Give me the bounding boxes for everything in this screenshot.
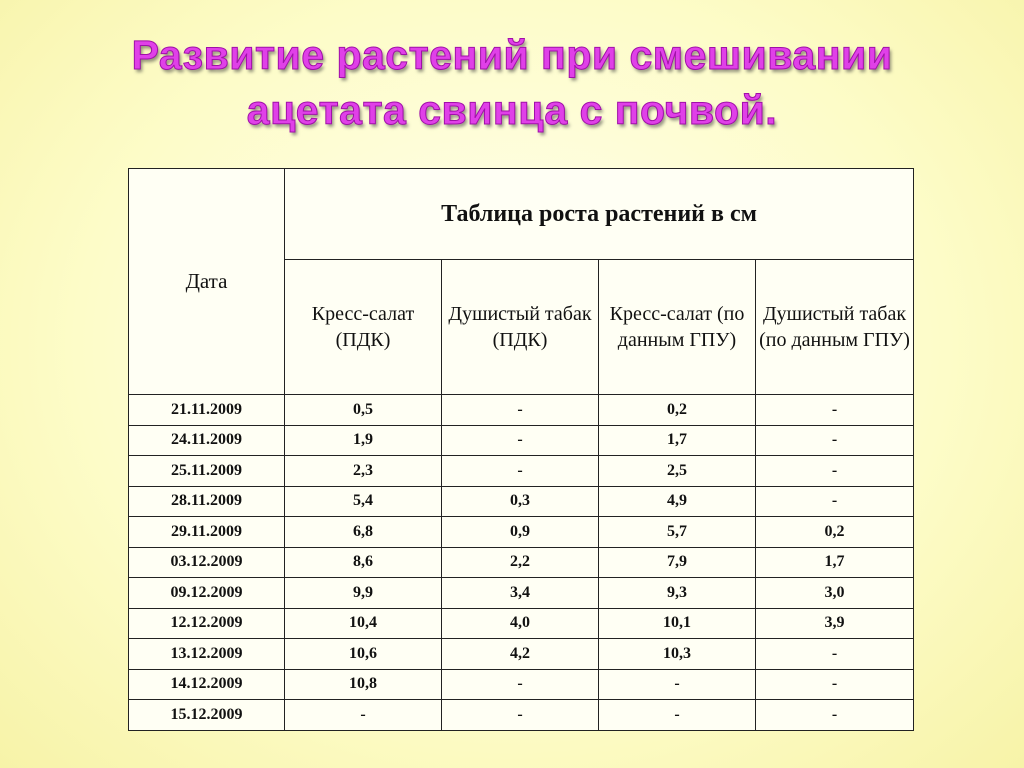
cress-pdk-cell: 6,8 [285,517,442,548]
cress-pdk-cell: - [285,700,442,731]
date-cell: 24.11.2009 [129,425,285,456]
cress-gpu-cell: 4,9 [599,486,756,517]
cress-pdk-cell: 5,4 [285,486,442,517]
date-cell: 21.11.2009 [129,395,285,426]
date-cell: 29.11.2009 [129,517,285,548]
slide-title-line-2: ацетата свинца с почвой. [246,87,778,133]
table-row [129,517,914,548]
cress-pdk-cell: 8,6 [285,547,442,578]
table-row [129,669,914,700]
tobacco-gpu-cell: 1,7 [756,547,914,578]
date-cell: 03.12.2009 [129,547,285,578]
cress-gpu-cell: 7,9 [599,547,756,578]
date-cell: 25.11.2009 [129,456,285,487]
tobacco-pdk-cell: 3,4 [442,578,599,609]
tobacco-pdk-cell: - [442,669,599,700]
table-row [129,425,914,456]
cress-gpu-cell: 1,7 [599,425,756,456]
tobacco-gpu-cell: - [756,669,914,700]
tobacco-gpu-cell: - [756,456,914,487]
cress-gpu-cell: 2,5 [599,456,756,487]
table-row [129,578,914,609]
cress-gpu-cell: 0,2 [599,395,756,426]
table-row [129,547,914,578]
date-cell: 09.12.2009 [129,578,285,609]
tobacco-gpu-cell: 0,2 [756,517,914,548]
cress-pdk-cell: 9,9 [285,578,442,609]
column-header-tobacco-pdk: Душистый табак (ПДК) [442,260,599,395]
table-row [129,700,914,731]
tobacco-pdk-cell: - [442,700,599,731]
tobacco-pdk-cell: - [442,425,599,456]
date-cell: 15.12.2009 [129,700,285,731]
tobacco-pdk-cell: 0,9 [442,517,599,548]
slide-title-line-1: Развитие растений при смешивании [131,32,893,78]
cress-pdk-cell: 10,4 [285,608,442,639]
date-cell: 13.12.2009 [129,639,285,670]
tobacco-pdk-cell: 2,2 [442,547,599,578]
table-row [129,608,914,639]
tobacco-gpu-cell: - [756,425,914,456]
table-caption-header: Таблица роста растений в см [285,169,914,260]
cress-pdk-cell: 1,9 [285,425,442,456]
cress-pdk-cell: 10,8 [285,669,442,700]
cress-gpu-cell: - [599,700,756,731]
cress-gpu-cell: 5,7 [599,517,756,548]
cress-pdk-cell: 0,5 [285,395,442,426]
tobacco-gpu-cell: - [756,639,914,670]
tobacco-gpu-cell: - [756,700,914,731]
tobacco-pdk-cell: 4,2 [442,639,599,670]
slide-title [0,28,1024,138]
cress-pdk-cell: 2,3 [285,456,442,487]
table-body [129,395,914,731]
tobacco-pdk-cell: - [442,456,599,487]
tobacco-gpu-cell: 3,9 [756,608,914,639]
table-row [129,456,914,487]
table-row [129,486,914,517]
tobacco-pdk-cell: - [442,395,599,426]
date-cell: 14.12.2009 [129,669,285,700]
cress-gpu-cell: 10,1 [599,608,756,639]
table-row [129,639,914,670]
column-header-cress-gpu: Кресс-салат (по данным ГПУ) [599,260,756,395]
plant-growth-table [128,168,914,731]
cress-gpu-cell: 9,3 [599,578,756,609]
table-row [129,395,914,426]
tobacco-pdk-cell: 4,0 [442,608,599,639]
cress-gpu-cell: - [599,669,756,700]
column-header-tobacco-gpu: Душистый табак (по данным ГПУ) [756,260,914,395]
tobacco-gpu-cell: - [756,486,914,517]
date-cell: 12.12.2009 [129,608,285,639]
cress-pdk-cell: 10,6 [285,639,442,670]
date-cell: 28.11.2009 [129,486,285,517]
column-header-cress-pdk: Кресс-салат (ПДК) [285,260,442,395]
tobacco-pdk-cell: 0,3 [442,486,599,517]
tobacco-gpu-cell: 3,0 [756,578,914,609]
tobacco-gpu-cell: - [756,395,914,426]
cress-gpu-cell: 10,3 [599,639,756,670]
date-column-header: Дата [129,169,285,395]
